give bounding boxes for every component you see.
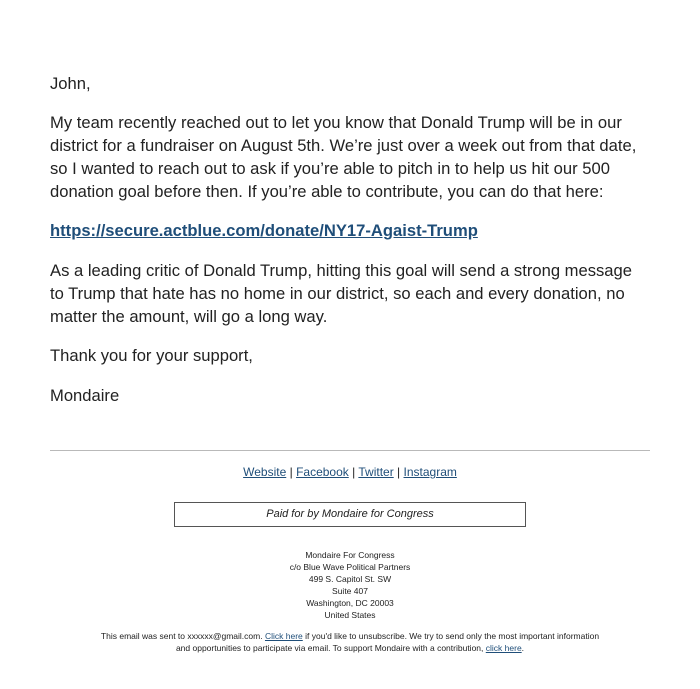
contribute-text: and opportunities to participate via email. To support Mondaire with a contribution, xyxy=(175,643,484,653)
mailing-address xyxy=(0,549,700,621)
separator: | xyxy=(289,465,293,479)
address-country: United States xyxy=(324,610,376,620)
paid-for-disclaimer: Paid for by Mondaire for Congress xyxy=(174,502,526,527)
twitter-link[interactable]: Twitter xyxy=(358,465,394,479)
sent-to-text: This email was sent to xxxxxx@gmail.com. xyxy=(100,631,263,641)
separator: | xyxy=(352,465,356,479)
address-line-1: c/o Blue Wave Political Partners xyxy=(289,562,411,572)
address-city: Washington, DC 20003 xyxy=(306,598,394,608)
footer-line-1 xyxy=(0,630,700,642)
address-line-3: Suite 407 xyxy=(332,586,368,596)
instagram-link[interactable]: Instagram xyxy=(403,465,457,479)
body-paragraph-1: My team recently reached out to let you know that Donald Trump will be in our district for a fundraiser on August 5th. We’re just over a week out from that date, so I wanted to reach out to ask if you’re able to pitch in to help us hit our 500 donation goal before then. If you’re able to contribute, you can do that here: xyxy=(50,113,637,201)
separator: | xyxy=(397,465,401,479)
divider xyxy=(50,450,650,451)
footer-period: . xyxy=(521,643,525,653)
closing-line: Thank you for your support, xyxy=(50,346,253,365)
greeting: John, xyxy=(50,74,91,93)
contribute-link[interactable]: click here xyxy=(485,643,522,653)
email-footer xyxy=(0,630,700,654)
social-links xyxy=(0,465,700,479)
address-name: Mondaire For Congress xyxy=(305,550,395,560)
email-body xyxy=(50,72,650,407)
body-paragraph-2: As a leading critic of Donald Trump, hitting this goal will send a strong message to Trump that hate has no home in our district, so each and every donation, no matter the amount, will go a long way. xyxy=(50,261,632,326)
donate-link-line xyxy=(50,219,650,242)
website-link[interactable]: Website xyxy=(243,465,287,479)
donate-link[interactable]: https://secure.actblue.com/donate/NY17-Agaist-Trump xyxy=(50,221,478,240)
address-line-2: 499 S. Capitol St. SW xyxy=(308,574,392,584)
unsubscribe-link[interactable]: Click here xyxy=(264,631,303,641)
unsubscribe-text: if you'd like to unsubscribe. We try to send only the most important information xyxy=(305,631,600,641)
facebook-link[interactable]: Facebook xyxy=(296,465,349,479)
footer-line-2 xyxy=(0,642,700,654)
signature: Mondaire xyxy=(50,386,120,405)
